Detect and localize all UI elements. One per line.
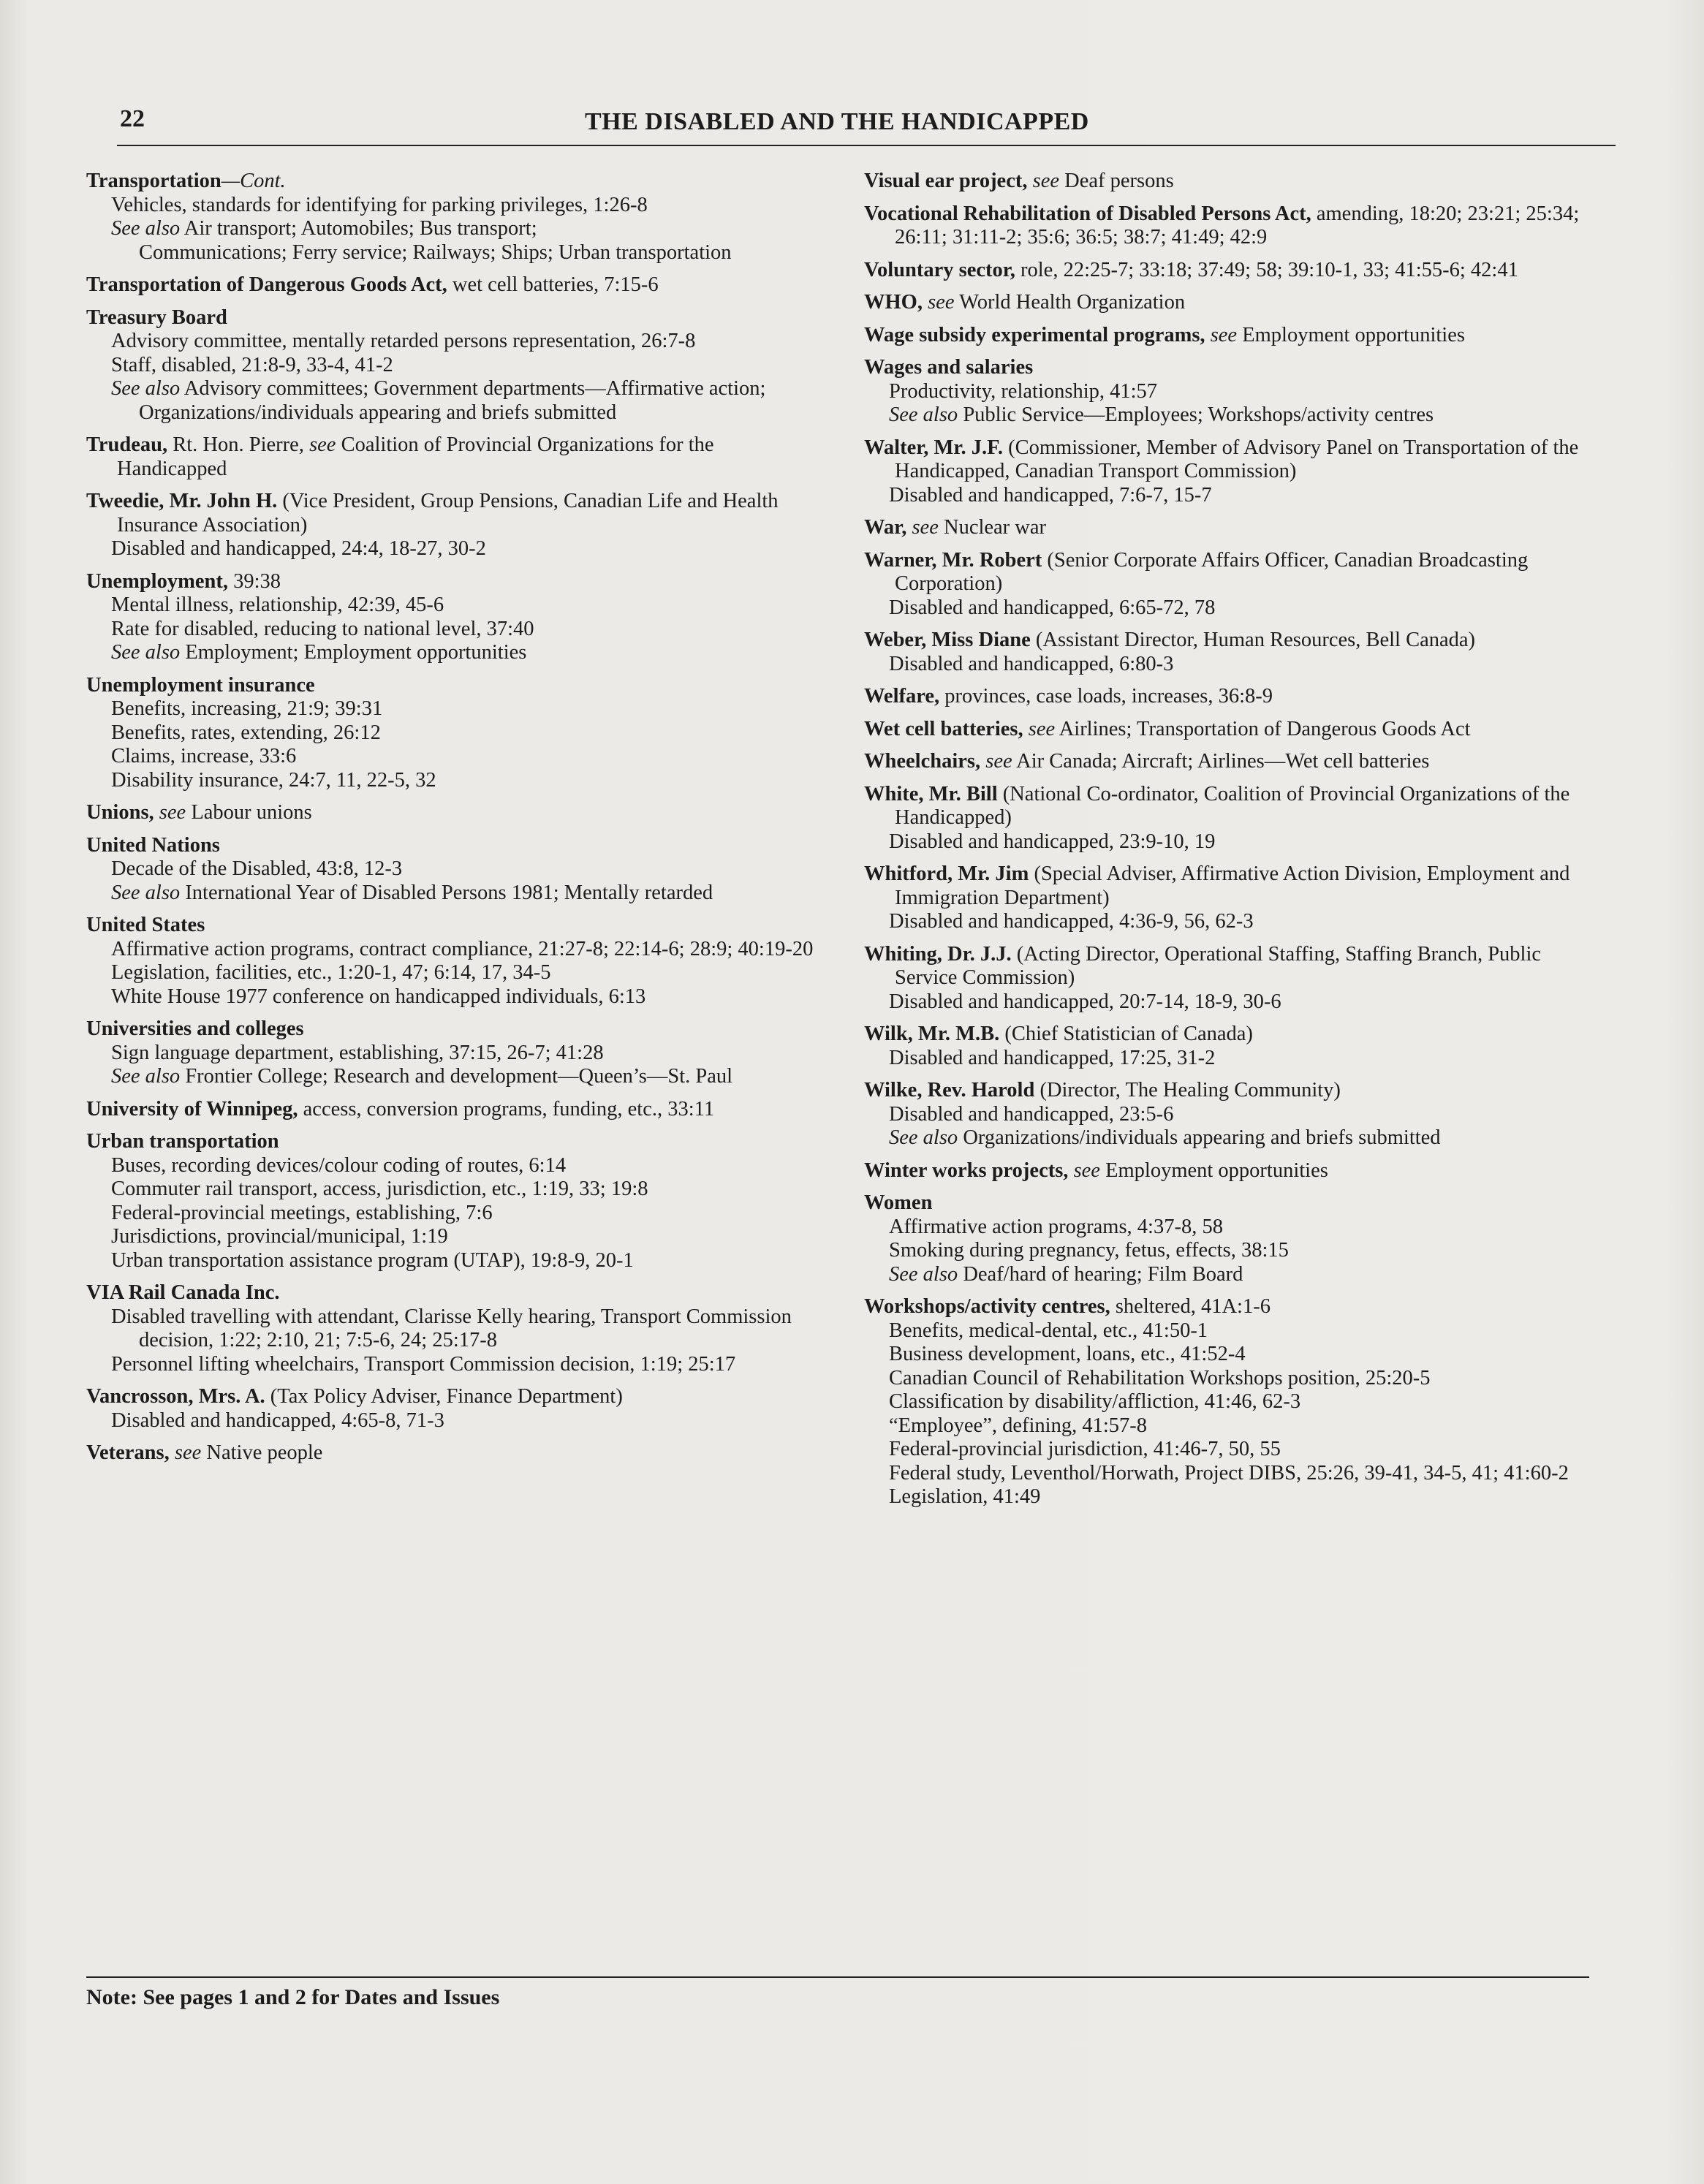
index-entry <box>864 1159 1602 1183</box>
see-also-keyword: See also <box>889 1262 958 1286</box>
index-entry <box>86 170 825 265</box>
entry-heading: University of Winnipeg, <box>86 1097 298 1121</box>
entry-heading: Treasury Board <box>86 306 227 329</box>
subentry-text: Benefits, medical-dental, etc., 41:50-1 <box>889 1319 1208 1342</box>
subentry-text: Disabled and handicapped, 4:36-9, 56, 62-3 <box>889 910 1254 933</box>
entry-locator: (Special Adviser, Affirmative Action Division, Employment and Immigration Department) <box>895 862 1570 909</box>
see-also-keyword: See also <box>111 1065 181 1088</box>
index-entry <box>86 1441 825 1466</box>
entry-heading-line <box>864 750 1602 774</box>
subentry <box>86 1065 825 1089</box>
entry-heading-line <box>864 1023 1602 1047</box>
index-entry <box>864 259 1602 283</box>
index-entry <box>86 490 825 561</box>
index-entry <box>864 516 1602 540</box>
subentry-text: Deaf/hard of hearing; Film Board <box>958 1262 1243 1286</box>
entry-heading-line <box>864 356 1602 380</box>
subentry <box>864 1263 1602 1287</box>
subentry-text: Classification by disability/affliction, 41:46, 62-3 <box>889 1390 1301 1413</box>
entry-heading: Whitford, Mr. Jim <box>864 862 1029 885</box>
entry-heading: WHO, <box>864 291 923 314</box>
subentry <box>864 596 1602 621</box>
entry-locator: (Commissioner, Member of Advisory Panel on Transportation of the Handicapped, Canadian Transport Commission) <box>895 436 1579 482</box>
entry-heading: Vancrosson, Mrs. A. <box>86 1385 265 1408</box>
see-also-keyword: See also <box>889 403 958 426</box>
subentry-text: Disability insurance, 24:7, 11, 22-5, 32 <box>111 768 436 792</box>
subentry-text: Staff, disabled, 21:8-9, 33-4, 41-2 <box>111 353 393 376</box>
see-also-keyword: See also <box>111 377 181 400</box>
entry-heading: Welfare, <box>864 685 940 708</box>
subentry <box>86 217 825 241</box>
entry-heading-line <box>864 862 1602 910</box>
entry-heading: Voluntary sector, <box>864 258 1015 281</box>
see-reference-keyword: see <box>985 750 1012 773</box>
entry-heading-line <box>864 436 1602 484</box>
subentry-text: Rate for disabled, reducing to national level, 37:40 <box>111 617 534 640</box>
entry-heading-line <box>864 324 1602 348</box>
see-also-keyword: See also <box>111 881 181 904</box>
entry-heading: United States <box>86 914 205 936</box>
subentry-text: Air transport; Automobiles; Bus transport; <box>180 217 537 240</box>
index-entry <box>86 1385 825 1433</box>
see-reference-keyword: see <box>1028 717 1056 740</box>
subentry-text: Disabled and handicapped, 20:7-14, 18-9, 30-6 <box>889 990 1281 1013</box>
subentry-text: Employment; Employment opportunities <box>180 641 527 664</box>
subentry-text: Affirmative action programs, 4:37-8, 58 <box>889 1215 1223 1238</box>
subentry <box>86 1353 825 1377</box>
entry-locator: (Assistant Director, Human Resources, Bell Canada) <box>1030 629 1476 651</box>
entry-heading: Walter, Mr. J.F. <box>864 436 1003 459</box>
entry-heading: Warner, Mr. Robert <box>864 548 1042 572</box>
index-entry <box>86 674 825 793</box>
subentry <box>86 857 825 881</box>
subentry <box>86 985 825 1009</box>
subentry <box>86 641 825 665</box>
subentry-text: Claims, increase, 33:6 <box>111 745 297 767</box>
index-entry <box>86 570 825 665</box>
subentry <box>86 881 825 906</box>
entry-locator: (National Co-ordinator, Coalition of Provincial Organizations of the Handicapped) <box>895 782 1570 829</box>
entry-heading-line <box>86 834 825 858</box>
index-entry <box>86 433 825 481</box>
index-entry <box>864 783 1602 854</box>
see-reference-target: Employment opportunities <box>1237 323 1465 346</box>
index-entry <box>864 750 1602 774</box>
subentry <box>86 594 825 618</box>
subentry-text: Buses, recording devices/colour coding of routes, 6:14 <box>111 1153 567 1177</box>
subentry <box>86 938 825 962</box>
subentry-text: Disabled and handicapped, 6:65-72, 78 <box>889 596 1216 619</box>
subentry <box>86 354 825 378</box>
subentry <box>86 1225 825 1249</box>
entry-heading-line <box>864 943 1602 990</box>
running-title: THE DISABLED AND THE HANDICAPPED <box>585 108 1089 135</box>
subentry <box>864 1414 1602 1438</box>
index-entry <box>86 306 825 425</box>
entry-heading-line <box>86 801 825 825</box>
entry-heading-line <box>86 273 825 297</box>
entry-heading-line <box>864 259 1602 283</box>
index-entry <box>86 1098 825 1122</box>
see-reference-keyword: see <box>912 516 939 539</box>
see-reference-keyword: see <box>1073 1159 1100 1182</box>
subentry-text: Disabled travelling with attendant, Clarisse Kelly hearing, Transport Commission decision, 1:22; 2:10, 21; 7:5-6, 24; 25:17-8 <box>111 1305 792 1351</box>
subentry <box>86 1178 825 1202</box>
entry-heading: Unions, <box>86 801 154 824</box>
see-reference-target: Deaf persons <box>1059 170 1174 192</box>
subentry <box>86 330 825 354</box>
index-entry <box>864 436 1602 508</box>
subentry-text: Disabled and handicapped, 23:9-10, 19 <box>889 830 1216 853</box>
subentry-text: Advisory committee, mentally retarded persons representation, 26:7-8 <box>111 330 696 352</box>
entry-heading-line <box>864 291 1602 315</box>
entry-heading-line <box>864 202 1602 250</box>
see-reference-target: World Health Organization <box>954 291 1186 314</box>
subentry-text: Business development, loans, etc., 41:52-4 <box>889 1343 1246 1365</box>
see-reference-target: Employment opportunities <box>1099 1159 1328 1182</box>
subentry-text: Personnel lifting wheelchairs, Transport Commission decision, 1:19; 25:17 <box>111 1352 736 1376</box>
entry-locator: amending, 18:20; 23:21; 25:34; 26:11; 31:11-2; 35:6; 36:5; 38:7; 41:49; 42:9 <box>895 202 1580 249</box>
entry-locator: (Director, The Healing Community) <box>1034 1079 1341 1102</box>
entry-locator <box>154 801 159 824</box>
subentry <box>86 241 825 265</box>
entry-heading-line <box>86 570 825 594</box>
index-entry <box>864 685 1602 709</box>
entry-heading: Women <box>864 1191 933 1214</box>
subentry-text: Sign language department, establishing, 37:15, 26-7; 41:28 <box>111 1041 604 1064</box>
entry-heading: Wilke, Rev. Harold <box>864 1079 1035 1102</box>
subentry-text: Mental illness, relationship, 42:39, 45-6 <box>111 594 444 616</box>
subentry-text: Jurisdictions, provincial/municipal, 1:19 <box>111 1225 448 1248</box>
entry-heading-line <box>86 1281 825 1305</box>
entry-locator <box>1068 1159 1073 1182</box>
index-entry <box>86 1017 825 1089</box>
see-reference-keyword: see <box>309 433 336 456</box>
see-reference-target: Coalition of Provincial Organizations for the Handicapped <box>117 433 714 480</box>
entry-locator <box>170 1441 175 1464</box>
entry-heading: Weber, Miss Diane <box>864 629 1031 651</box>
subentry-text: Disabled and handicapped, 7:6-7, 15-7 <box>889 483 1212 507</box>
entry-heading-line <box>86 433 825 481</box>
subentry <box>86 618 825 642</box>
entry-heading: Universities and colleges <box>86 1017 304 1040</box>
subentry <box>864 1390 1602 1414</box>
entry-locator: (Vice President, Group Pensions, Canadian Life and Health Insurance Association) <box>117 490 779 536</box>
entry-heading-line <box>864 783 1602 830</box>
entry-heading-line <box>86 1098 825 1122</box>
entry-heading-line <box>86 1385 825 1409</box>
subentry <box>864 1239 1602 1263</box>
page-number: 22 <box>120 105 145 132</box>
subentry-text: “Employee”, defining, 41:57-8 <box>889 1414 1147 1437</box>
entry-heading: Vocational Rehabilitation of Disabled Persons Act, <box>864 202 1311 225</box>
entry-heading-line <box>864 1295 1602 1319</box>
index-entry <box>864 1023 1602 1070</box>
subentry-text: Advisory committees; Government departments—Affirmative action; Organizations/individuals appearing and briefs submitted <box>139 377 766 424</box>
entry-locator: (Senior Corporate Affairs Officer, Canadian Broadcasting Corporation) <box>895 548 1529 595</box>
index-entry <box>864 291 1602 315</box>
entry-heading-line <box>864 685 1602 709</box>
entry-heading-line <box>864 718 1602 742</box>
subentry <box>86 377 825 425</box>
entry-heading: Transportation <box>86 170 221 192</box>
entry-locator: 39:38 <box>227 569 281 593</box>
entry-heading: Whiting, Dr. J.J. <box>864 942 1012 966</box>
index-entry <box>864 170 1602 194</box>
index-entry <box>864 1295 1602 1509</box>
subentry <box>864 830 1602 854</box>
entry-heading-line <box>864 629 1602 653</box>
entry-locator: provinces, case loads, increases, 36:8-9 <box>939 685 1273 708</box>
index-entry <box>86 1130 825 1273</box>
subentry <box>864 1103 1602 1127</box>
entry-locator: (Chief Statistician of Canada) <box>999 1023 1253 1045</box>
entry-heading-line <box>864 1191 1602 1216</box>
see-also-keyword: See also <box>889 1126 958 1149</box>
see-reference-keyword: see <box>1210 323 1238 346</box>
subentry <box>864 1047 1602 1071</box>
entry-heading-line <box>86 674 825 698</box>
subentry-text: Benefits, increasing, 21:9; 39:31 <box>111 697 383 720</box>
entry-heading-suffix: —Cont. <box>221 170 286 192</box>
entry-heading-line <box>86 306 825 330</box>
entry-locator: (Tax Policy Adviser, Finance Department) <box>265 1385 623 1408</box>
entry-heading-line <box>86 1441 825 1466</box>
index-entry <box>864 862 1602 934</box>
subentry-text: Federal study, Leventhol/Horwath, Project DIBS, 25:26, 39-41, 34-5, 41; 41:60-2 <box>889 1461 1569 1485</box>
entry-heading-line <box>86 1017 825 1042</box>
entry-locator <box>1027 170 1032 192</box>
subentry <box>864 1485 1602 1509</box>
subentry-text: White House 1977 conference on handicapped individuals, 6:13 <box>111 985 646 1008</box>
subentry-text: Legislation, 41:49 <box>889 1485 1041 1508</box>
index-entry <box>864 1191 1602 1286</box>
subentry <box>864 380 1602 404</box>
index-entry <box>86 914 825 1009</box>
subentry-text: Legislation, facilities, etc., 1:20-1, 47; 6:14, 17, 34-5 <box>111 961 551 984</box>
subentry <box>864 1343 1602 1367</box>
entry-heading-line <box>864 516 1602 540</box>
entry-heading: VIA Rail Canada Inc. <box>86 1281 280 1304</box>
subentry-text: Disabled and handicapped, 6:80-3 <box>889 652 1174 675</box>
entry-heading: Trudeau, <box>86 433 168 456</box>
entry-locator: sheltered, 41A:1-6 <box>1110 1295 1271 1318</box>
index-entry <box>864 324 1602 348</box>
entry-heading-line <box>86 914 825 938</box>
index-entry <box>86 1281 825 1376</box>
subentry-text: Public Service—Employees; Workshops/activity centres <box>958 403 1434 426</box>
subentry-text: Productivity, relationship, 41:57 <box>889 379 1158 403</box>
entry-heading: Transportation of Dangerous Goods Act, <box>86 273 447 296</box>
subentry <box>86 194 825 218</box>
subentry <box>864 403 1602 428</box>
subentry <box>86 769 825 793</box>
index-entry <box>864 943 1602 1015</box>
entry-heading-line <box>864 1079 1602 1103</box>
subentry <box>864 653 1602 677</box>
index-entry <box>864 629 1602 676</box>
subentry <box>86 537 825 561</box>
subentry <box>864 990 1602 1015</box>
see-reference-keyword: see <box>159 801 186 824</box>
subentry <box>86 961 825 985</box>
entry-heading: Wages and salaries <box>864 356 1034 379</box>
subentry <box>86 1249 825 1273</box>
entry-heading: Wheelchairs, <box>864 750 981 773</box>
entry-heading: Winter works projects, <box>864 1159 1069 1182</box>
subentry <box>864 1319 1602 1343</box>
subentry <box>86 1202 825 1226</box>
index-entry <box>864 356 1602 428</box>
see-reference-target: Native people <box>201 1441 323 1464</box>
see-reference-keyword: see <box>174 1441 202 1464</box>
entry-heading-line <box>86 1130 825 1154</box>
entry-locator: Rt. Hon. Pierre, <box>167 433 310 456</box>
subentry <box>86 1305 825 1353</box>
subentry <box>86 697 825 721</box>
entry-heading: White, Mr. Bill <box>864 782 998 805</box>
entry-heading-line <box>864 1159 1602 1183</box>
subentry-text: Disabled and handicapped, 17:25, 31-2 <box>889 1046 1216 1069</box>
entry-heading-line <box>86 490 825 537</box>
subentry-text: Federal-provincial meetings, establishing, 7:6 <box>111 1201 493 1224</box>
entry-heading: Wage subsidy experimental programs, <box>864 323 1205 346</box>
subentry-text: Organizations/individuals appearing and briefs submitted <box>958 1126 1441 1149</box>
subentry <box>86 1042 825 1066</box>
entry-heading: Visual ear project, <box>864 170 1028 192</box>
subentry-text: Disabled and handicapped, 23:5-6 <box>889 1102 1174 1126</box>
subentry-text: International Year of Disabled Persons 1981; Mentally retarded <box>180 881 713 904</box>
subentry-text: Smoking during pregnancy, fetus, effects, 38:15 <box>889 1239 1289 1262</box>
subentry-text: Decade of the Disabled, 43:8, 12-3 <box>111 857 403 880</box>
subentry-text: Canadian Council of Rehabilitation Workshops position, 25:20-5 <box>889 1366 1431 1389</box>
entry-locator <box>1023 718 1029 740</box>
subentry-text: Vehicles, standards for identifying for parking privileges, 1:26-8 <box>111 193 648 216</box>
entry-heading: Workshops/activity centres, <box>864 1295 1110 1318</box>
see-reference-keyword: see <box>928 291 955 314</box>
entry-locator: (Acting Director, Operational Staffing, Staffing Branch, Public Service Commission) <box>895 942 1542 989</box>
see-reference-target: Labour unions <box>186 801 312 824</box>
entry-locator <box>1205 324 1211 346</box>
see-reference-target: Airlines; Transportation of Dangerous Goods Act <box>1055 717 1471 740</box>
entry-heading: United Nations <box>86 833 220 857</box>
subentry <box>864 910 1602 934</box>
subentry-text: Affirmative action programs, contract compliance, 21:27-8; 22:14-6; 28:9; 40:19-20 <box>111 937 814 960</box>
entry-heading: Wilk, Mr. M.B. <box>864 1023 1000 1045</box>
subentry <box>86 745 825 769</box>
subentry <box>86 721 825 746</box>
entry-heading: War, <box>864 516 907 539</box>
subentry <box>864 1462 1602 1486</box>
entry-heading: Unemployment, <box>86 569 228 593</box>
index-entry <box>864 202 1602 250</box>
subentry-text: Benefits, rates, extending, 26:12 <box>111 721 381 744</box>
entry-heading: Urban transportation <box>86 1130 279 1153</box>
entry-locator: access, conversion programs, funding, etc., 33:11 <box>298 1097 715 1121</box>
see-also-keyword: See also <box>111 641 181 664</box>
subentry-text: Disabled and handicapped, 24:4, 18-27, 30-2 <box>111 537 486 560</box>
entry-heading-line <box>864 549 1602 596</box>
subentry-text: Disabled and handicapped, 4:65-8, 71-3 <box>111 1408 444 1432</box>
index-entry <box>86 834 825 906</box>
subentry-text: Frontier College; Research and development—Queen’s—St. Paul <box>180 1065 733 1088</box>
subentry <box>864 1216 1602 1240</box>
subentry <box>864 1367 1602 1391</box>
entry-heading: Unemployment insurance <box>86 673 315 697</box>
subentry <box>864 484 1602 508</box>
entry-heading: Tweedie, Mr. John H. <box>86 490 278 512</box>
index-entry <box>864 549 1602 621</box>
index-column-left <box>86 170 825 1474</box>
see-reference-target: Air Canada; Aircraft; Airlines—Wet cell batteries <box>1012 750 1430 773</box>
index-entry <box>86 273 825 297</box>
see-reference-keyword: see <box>1032 170 1059 192</box>
entry-heading: Veterans, <box>86 1441 170 1464</box>
index-column-right <box>864 170 1602 1518</box>
index-entry <box>86 801 825 825</box>
index-entry <box>864 1079 1602 1150</box>
entry-heading-line <box>86 170 825 194</box>
subentry-text: Commuter rail transport, access, jurisdiction, etc., 1:19, 33; 19:8 <box>111 1178 648 1200</box>
see-also-keyword: See also <box>111 217 181 240</box>
subentry <box>86 1154 825 1178</box>
subentry-text: Communications; Ferry service; Railways; Ships; Urban transportation <box>139 240 732 264</box>
entry-locator: role, 22:25-7; 33:18; 37:49; 58; 39:10-1, 33; 41:55-6; 42:41 <box>1015 258 1518 281</box>
index-entry <box>864 718 1602 742</box>
subentry-text: Federal-provincial jurisdiction, 41:46-7, 50, 55 <box>889 1438 1281 1460</box>
subentry <box>86 1409 825 1433</box>
subentry <box>864 1126 1602 1150</box>
subentry-text: Urban transportation assistance program (UTAP), 19:8-9, 20-1 <box>111 1248 634 1272</box>
footer-rule <box>86 1976 1589 1978</box>
entry-heading-line <box>864 170 1602 194</box>
see-reference-target: Nuclear war <box>938 516 1047 539</box>
footer-note: Note: See pages 1 and 2 for Dates and Issues <box>86 1985 500 2009</box>
entry-heading: Wet cell batteries, <box>864 717 1023 740</box>
subentry <box>864 1438 1602 1462</box>
running-header <box>117 102 1616 146</box>
entry-locator: wet cell batteries, 7:15-6 <box>447 273 659 296</box>
